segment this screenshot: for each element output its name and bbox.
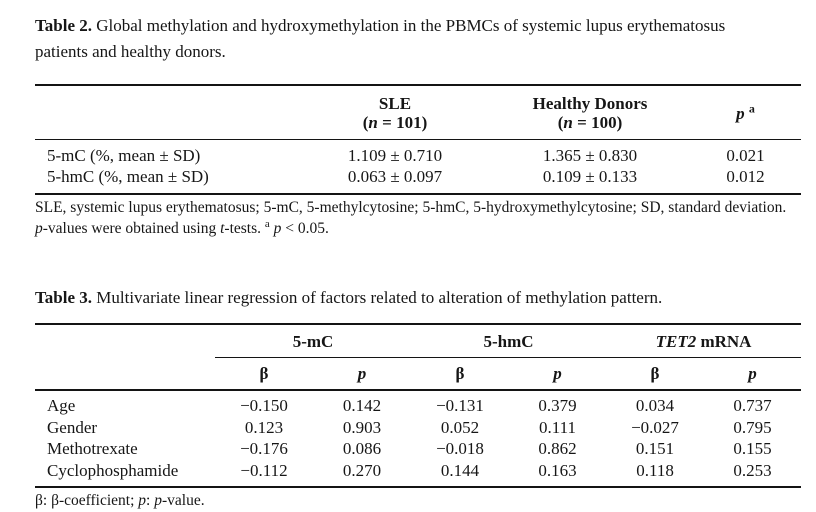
table3-row-methotrexate xyxy=(35,438,801,460)
table3-group-header-row xyxy=(35,324,801,358)
table2-footnote: SLE, systemic lupus erythematosus; 5-mC, 5-methylcytosine; 5-hmC, 5-hydroxymethylcytosine; SD, standard deviation. p-values were obtained using t-tests. $^a$ p < 0.05. xyxy=(35,199,787,237)
table3-cell: −0.131 xyxy=(436,396,484,415)
table3-cell: 0.118 xyxy=(606,460,704,488)
table2-col-header-hd-n: (n = 100) xyxy=(557,113,623,132)
table3-cell: −0.018 xyxy=(436,439,484,458)
table3-cell: 0.155 xyxy=(733,439,772,458)
table2 xyxy=(35,84,801,195)
table2-cell-healthy: 1.365 ± 0.830 xyxy=(542,146,638,165)
table3-cell: 0.034 xyxy=(635,396,675,415)
table2-row-5hmc xyxy=(35,166,801,194)
table2-col-header-hd-title: Healthy Donors xyxy=(532,94,648,113)
table2-col-header-sle xyxy=(300,85,490,140)
table3-cell: 0.795 xyxy=(733,417,772,437)
table3-row-cyclophosphamide xyxy=(35,460,801,488)
table3-cell: 0.052 xyxy=(440,417,480,437)
table3-cell: 0.163 xyxy=(509,460,606,488)
table2-cell-sle: 0.063 ± 0.097 xyxy=(300,166,490,194)
table3-group-stub xyxy=(35,324,215,358)
table2-p-superscript: a xyxy=(748,100,755,115)
table2-header-stub xyxy=(35,85,300,140)
table2-row-label: 5-mC (%, mean ± SD) xyxy=(47,146,201,165)
table3-cell: 0.086 xyxy=(342,439,382,458)
table3-group-tet2-mrna: TET2 mRNA xyxy=(606,324,801,358)
table3-subheader-row xyxy=(35,358,801,391)
table2-row-label: 5-hmC (%, mean ± SD) xyxy=(35,166,300,194)
table3 xyxy=(35,323,801,488)
table3-cell: −0.112 xyxy=(215,460,313,488)
table2-col-header-sle-title: SLE xyxy=(378,94,412,113)
table3-subheader-p: p xyxy=(509,358,606,391)
table2-header-row xyxy=(35,85,801,140)
table3-caption xyxy=(35,285,801,311)
table3-subheader-p: p xyxy=(313,358,411,391)
table2-cell-p: 0.021 xyxy=(726,146,765,165)
table3-subheader-p: p xyxy=(704,358,801,391)
table3-subheader-stub xyxy=(35,358,215,391)
table2-col-header-healthy-donors xyxy=(490,85,690,140)
table2-caption-label: Table 2. xyxy=(35,16,93,35)
table3-row-label: Gender xyxy=(47,417,98,437)
table3-subheader-beta: β xyxy=(411,358,509,391)
table3-cell: 0.111 xyxy=(539,417,577,437)
table3-subheader-beta: β xyxy=(215,358,313,391)
table2-row-5mc xyxy=(35,140,801,167)
table2-caption xyxy=(35,13,741,65)
table3-caption-text: Multivariate linear regression of factors related to alteration of methylation pattern. xyxy=(92,288,663,307)
table3-cell: 0.123 xyxy=(244,417,284,437)
table3-cell: −0.150 xyxy=(240,396,288,415)
table3-cell: 0.903 xyxy=(342,417,382,437)
table3-cell: 0.144 xyxy=(411,460,509,488)
table3-cell: 0.270 xyxy=(313,460,411,488)
table3-cell: 0.142 xyxy=(342,396,382,415)
table3-cell: −0.027 xyxy=(631,417,679,437)
table2-caption-text: Global methylation and hydroxymethylation in the PBMCs of systemic lupus erythematosus patients and healthy donors. xyxy=(35,16,726,61)
table2-cell-p: 0.012 xyxy=(690,166,801,194)
table3-subheader-beta: β xyxy=(606,358,704,391)
table3-cell: −0.176 xyxy=(240,439,288,458)
table3-group-5hmc: 5-hmC xyxy=(411,324,606,358)
table3-cell: 0.379 xyxy=(538,396,577,415)
footnote-marker-a: a xyxy=(264,217,270,230)
table2-col-header-p: p $^a$ xyxy=(690,85,801,140)
table3-row-label: Cyclophosphamide xyxy=(35,460,215,488)
table2-cell-healthy: 0.109 ± 0.133 xyxy=(490,166,690,194)
table3-cell: 0.253 xyxy=(704,460,801,488)
table3-group-5mc: 5-mC xyxy=(215,324,411,358)
table2-col-header-sle-n: (n = 101) xyxy=(362,113,428,132)
table3-row-label: Methotrexate xyxy=(47,439,138,458)
table3-cell: 0.862 xyxy=(538,439,577,458)
table2-cell-sle: 1.109 ± 0.710 xyxy=(347,146,443,165)
table3-cell: 0.737 xyxy=(733,396,772,415)
table3-row-gender xyxy=(35,417,801,439)
table3-footnote: β: β-coefficient; p: p-value. xyxy=(35,492,205,509)
table3-caption-label: Table 3. xyxy=(35,288,93,307)
table3-row-label: Age xyxy=(47,396,76,415)
table3-row-age xyxy=(35,390,801,417)
table3-cell: 0.151 xyxy=(635,439,675,458)
